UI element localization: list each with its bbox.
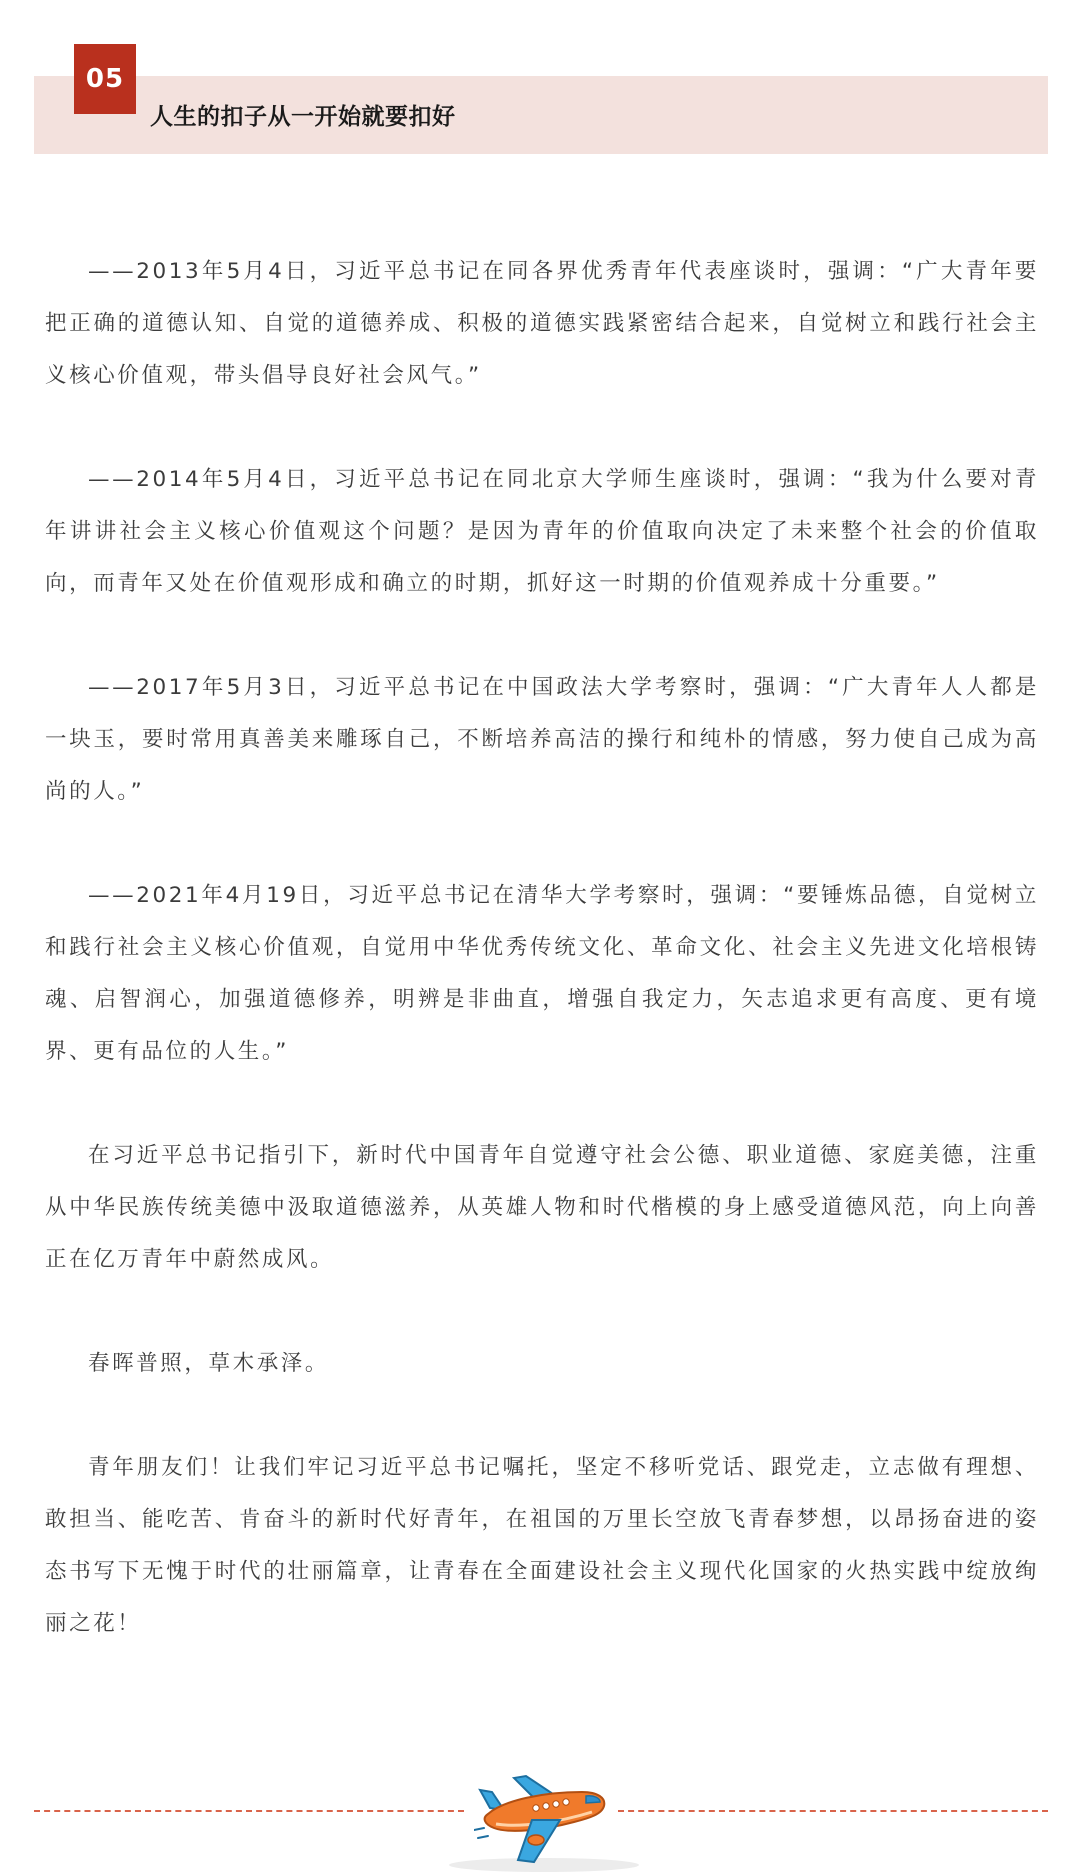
- paragraph-2021: ——2021年4月19日，习近平总书记在清华大学考察时，强调：“要锤炼品德，自觉树立和践行社会主义核心价值观，自觉用中华优秀传统文化、革命文化、社会主义先进文化培根铸魂、启智润心，加强道德修养，明辨是非曲直，增强自我定力，矢志追求更有高度、更有境界、更有品位的人生。”: [45, 883, 1039, 1064]
- paragraph-call-to-action: 青年朋友们！让我们牢记习近平总书记嘱托，坚定不移听党话、跟党走，立志做有理想、敢担当、能吃苦、肯奋斗的新时代好青年，在祖国的万里长空放飞青春梦想，以昂扬奋进的姿态书写下无愧于时代的壮丽篇章，让青春在全面建设社会主义现代化国家的火热实践中绽放绚丽之花！: [45, 1455, 1039, 1636]
- section-title: 人生的扣子从一开始就要扣好: [150, 104, 456, 130]
- section-number-badge: 05: [74, 44, 136, 114]
- paragraph-guidance: 在习近平总书记指引下，新时代中国青年自觉遵守社会公德、职业道德、家庭美德，注重从中华民族传统美德中汲取道德滋养，从英雄人物和时代楷模的身上感受道德风范，向上向善正在亿万青年中蔚然成风。: [45, 1143, 1039, 1272]
- paragraph-spring: 春晖普照，草木承泽。: [88, 1351, 330, 1376]
- divider-left-line: [34, 1810, 464, 1812]
- footer-divider: [34, 1770, 1048, 1870]
- paragraph-2014: ——2014年5月4日，习近平总书记在同北京大学师生座谈时，强调：“我为什么要对青年讲讲社会主义核心价值观这个问题？是因为青年的价值取向决定了未来整个社会的价值取向，而青年又处在价值观形成和确立的时期，抓好这一时期的价值观养成十分重要。”: [45, 467, 1039, 596]
- paragraph-2017: ——2017年5月3日，习近平总书记在中国政法大学考察时，强调：“广大青年人人都是一块玉，要时常用真善美来雕琢自己，不断培养高洁的操行和纯朴的情感，努力使自己成为高尚的人。”: [45, 675, 1039, 804]
- airplane-icon: [474, 1770, 609, 1870]
- paragraph-2013: ——2013年5月4日，习近平总书记在同各界优秀青年代表座谈时，强调：“广大青年要把正确的道德认知、自觉的道德养成、积极的道德实践紧密结合起来，自觉树立和践行社会主义核心价值观，带头倡导良好社会风气。”: [45, 259, 1039, 388]
- divider-right-line: [618, 1810, 1048, 1812]
- article-body: [45, 246, 1039, 1702]
